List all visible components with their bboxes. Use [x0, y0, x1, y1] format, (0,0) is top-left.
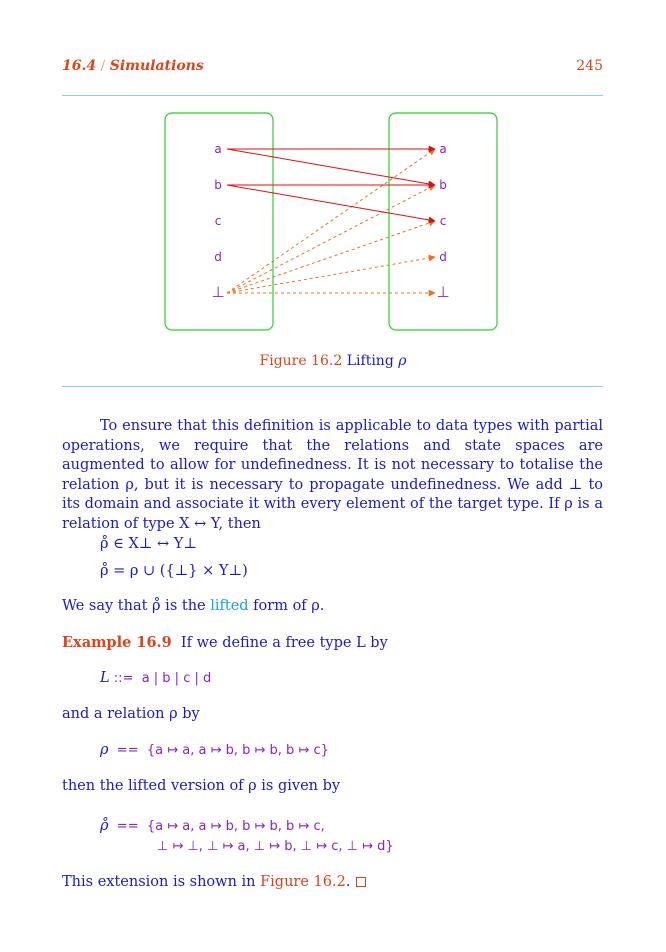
right-node-label: c — [439, 214, 447, 228]
extension-text-a: This extension is shown in — [62, 874, 261, 890]
free-type-name: L — [100, 670, 110, 686]
lifted-def-line-1 — [100, 818, 325, 834]
left-node-label: a — [214, 142, 222, 156]
lifted-def-symbol: ρ̊ — [100, 818, 109, 834]
lifted-link[interactable]: lifted — [210, 598, 249, 614]
body-paragraph — [62, 417, 603, 534]
rho-def: == {a ↦ a, a ↦ b, b ↦ b, b ↦ c} — [108, 743, 329, 758]
lifted-def-1: == {a ↦ a, a ↦ b, b ↦ b, b ↦ c, — [108, 819, 325, 834]
left-node-label: b — [214, 178, 222, 192]
qed-box-icon — [356, 877, 366, 887]
figure-caption-text: Lifting — [346, 353, 394, 369]
left-node-label: ⊥ — [211, 283, 225, 301]
section-slash: / — [100, 58, 106, 74]
then-lifted-line: then the lifted version of ρ is given by — [62, 778, 341, 794]
right-node-label: ⊥ — [436, 283, 450, 301]
example-label: Example 16.9 — [62, 634, 172, 651]
math-type-line: ρ̊ ∈ X⊥ ↔ Y⊥ — [100, 536, 198, 552]
right-node-label: d — [439, 250, 447, 264]
right-node-label: a — [439, 142, 447, 156]
figure-ref-link[interactable]: Figure 16.2 — [260, 874, 346, 890]
solid-arrow — [227, 149, 435, 185]
example-line — [62, 634, 388, 651]
page-number: 245 — [576, 58, 603, 74]
and-relation-line: and a relation ρ by — [62, 706, 200, 722]
section-title: Simulations — [109, 58, 204, 74]
lifted-symbol: ρ̊ — [152, 598, 161, 614]
lifted-sentence-c: form of ρ. — [248, 598, 325, 614]
figure-caption — [0, 353, 666, 369]
math-def-line: ρ̊ = ρ ∪ ({⊥} × Y⊥) — [100, 563, 248, 579]
dashed-arrow — [227, 149, 435, 293]
lifted-def-2: ⊥ ↦ ⊥, ⊥ ↦ a, ⊥ ↦ b, ⊥ ↦ c, ⊥ ↦ d} — [157, 839, 394, 854]
lifted-sentence-a: We say that — [62, 598, 153, 614]
lifted-def-line-2 — [157, 838, 394, 854]
example-text: If we define a free type L by — [180, 635, 388, 651]
extension-text-b: . — [345, 874, 351, 890]
paragraph-1: To ensure that this definition is applicable to data types with partial operations, we require that the relations and state spaces are augmented to allow for undefinedness. It is not necessary to totalise the relation ρ, but it is necessary to propagate undefinedness. We add ⊥ to its domain and associate it with every element of the target type. If ρ is a relation of type X ↔ Y, then — [62, 418, 603, 532]
section-number: 16.4 — [62, 58, 97, 74]
figure-label: Figure 16.2 — [259, 353, 343, 369]
dashed-arrow — [227, 257, 435, 293]
rho-def-symbol: ρ — [100, 742, 109, 758]
right-node-label: b — [439, 178, 447, 192]
lifting-diagram — [0, 0, 666, 400]
lifted-sentence-b: is the — [160, 598, 211, 614]
dashed-arrow — [227, 221, 435, 293]
rho-def-line — [100, 742, 329, 758]
lifted-sentence — [62, 598, 324, 614]
extension-line — [62, 874, 366, 890]
free-type-line — [100, 670, 211, 686]
figure-caption-symbol: ρ — [398, 353, 407, 369]
left-node-label: d — [214, 250, 222, 264]
left-node-label: c — [214, 214, 222, 228]
free-type-def: ::= a | b | c | d — [109, 671, 212, 686]
dashed-arrow — [227, 185, 435, 293]
solid-arrow — [227, 185, 435, 221]
bottom-rule — [62, 386, 603, 387]
